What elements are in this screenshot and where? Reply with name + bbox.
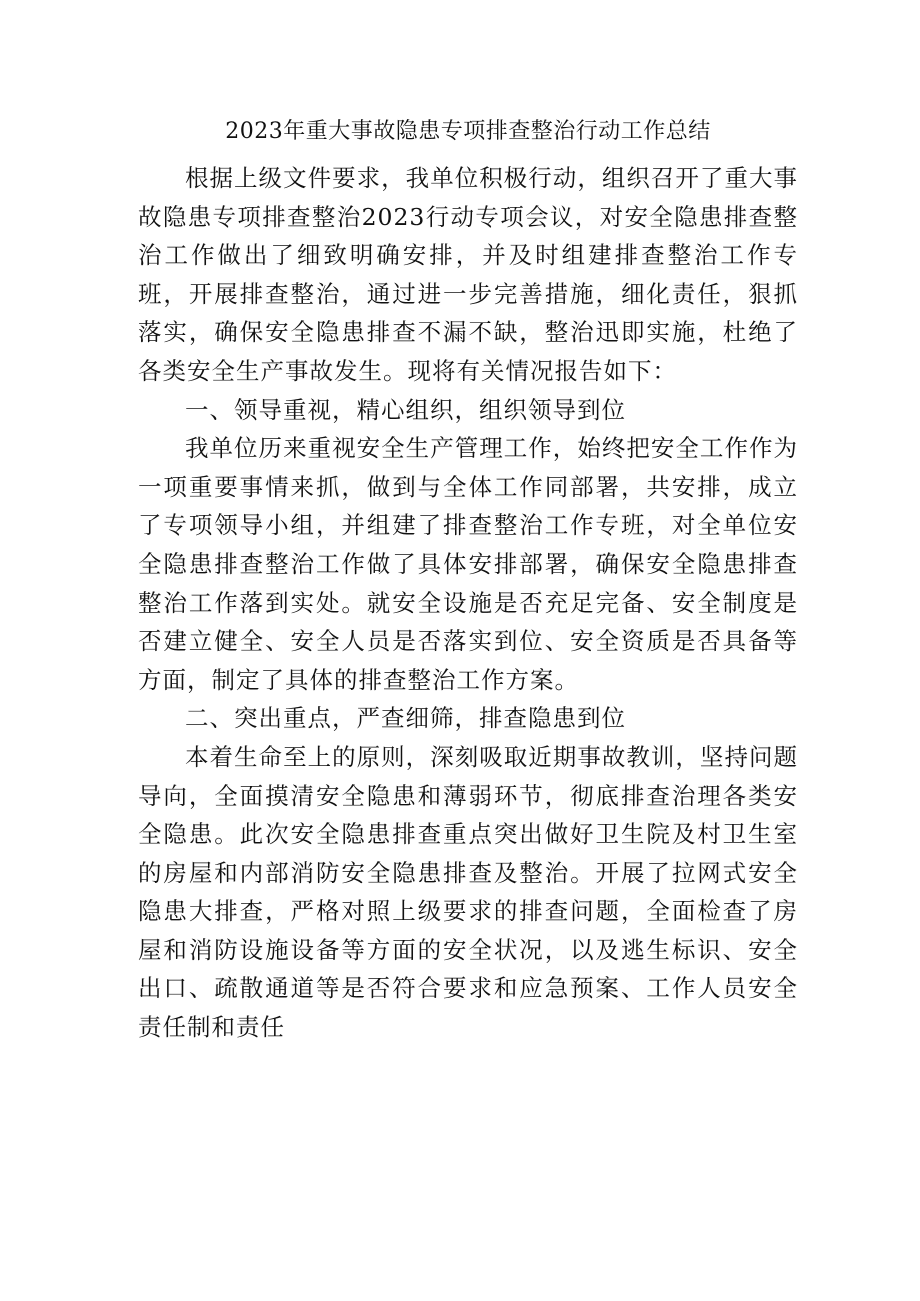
section-2-paragraph: 本着生命至上的原则，深刻吸取近期事故教训，坚持问题导向，全面摸清安全隐患和薄弱环节，彻底排查治理各类安全隐患。此次安全隐患排查重点突出做好卫生院及村卫生室的房屋和内部消防安全隐患排查及整治。开展了拉网式安全隐患大排查，严格对照上级要求的排查问题，全面检查了房屋和消防设施设备等方面的安全状况，以及逃生标识、安全出口、疏散通道等是否符合要求和应急预案、工作人员安全责任制和责任 [138,742,798,1042]
section-1-heading: 一、领导重视，精心组织，组织领导到位 [185,395,626,424]
document-body [138,117,798,1047]
section-2-heading: 二、突出重点，严查细筛，排查隐患到位 [185,704,626,733]
document-title: 2023年重大事故隐患专项排查整治行动工作总结 [225,119,711,144]
section-1-paragraph: 我单位历来重视安全生产管理工作，始终把安全工作作为一项重要事情来抓，做到与全体工作同部署，共安排，成立了专项领导小组，并组建了排查整治工作专班，对全单位安全隐患排查整治工作做了具体安排部署，确保安全隐患排查整治工作落到实处。就安全设施是否充足完备、安全制度是否建立健全、安全人员是否落实到位、安全资质是否具备等方面，制定了具体的排查整治工作方案。 [138,434,798,694]
intro-paragraph: 根据上级文件要求，我单位积极行动，组织召开了重大事故隐患专项排查整治2023行动专项会议，对安全隐患排查整治工作做出了细致明确安排，并及时组建排查整治工作专班，开展排查整治，通过进一步完善措施，细化责任，狠抓落实，确保安全隐患排查不漏不缺，整治迅即实施，杜绝了各类安全生产事故发生。现将有关情况报告如下： [138,164,798,385]
